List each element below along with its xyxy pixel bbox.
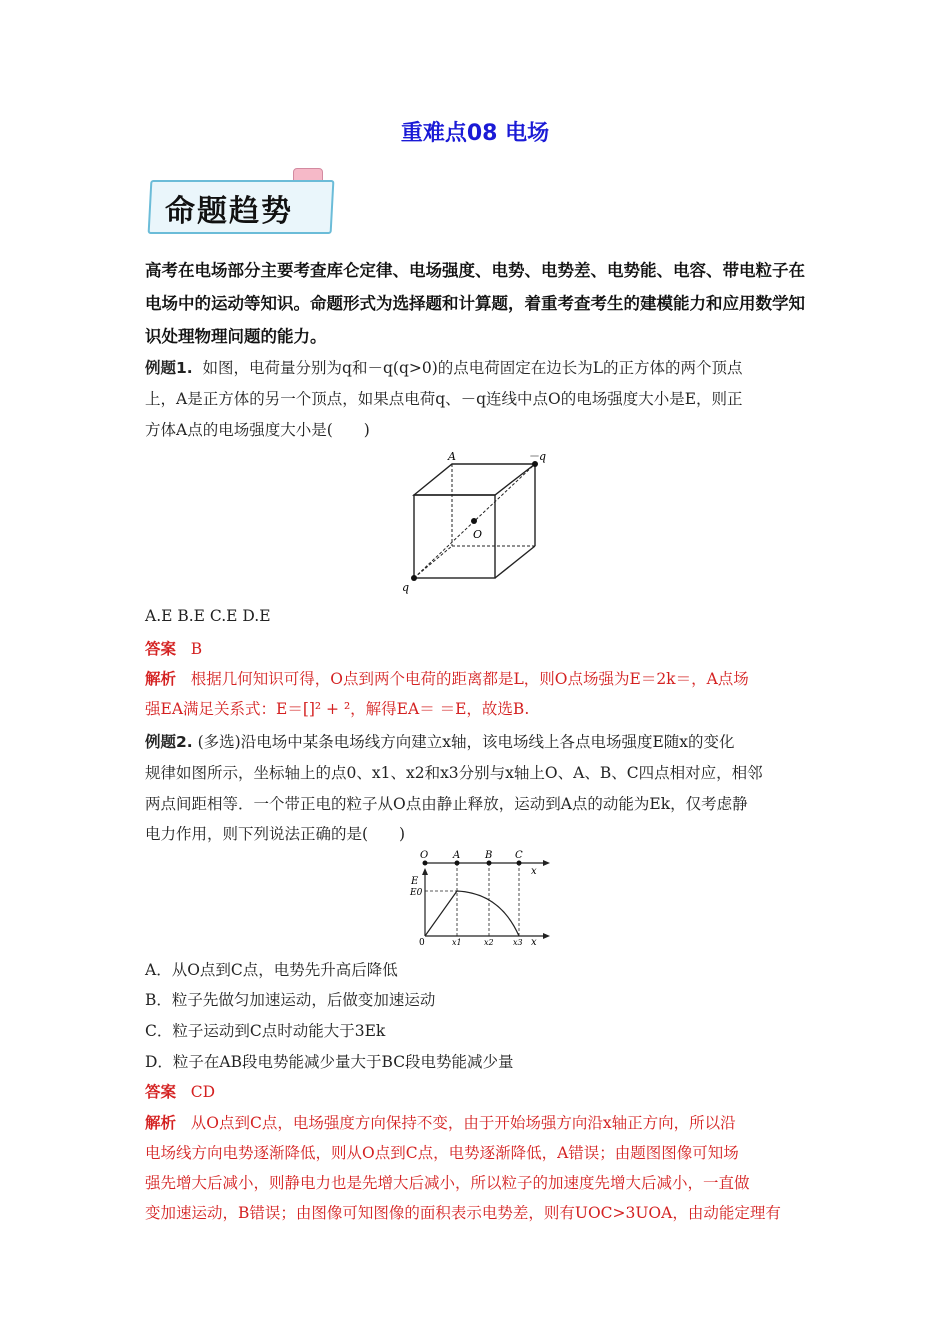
field-curve xyxy=(425,891,519,936)
ex2-analysis-line-4: 变加速运动，B错误；由图像可知图像的面积表示电势差，则有UOC>3UOA，由动能定理有 xyxy=(145,1204,781,1222)
origin-label: 0 xyxy=(419,938,425,948)
ex1-options: A.E B.E C.E D.E xyxy=(145,607,271,625)
ex1-line-3: 方体A点的电场强度大小是( ) xyxy=(145,421,370,439)
section-banner xyxy=(143,168,343,234)
field-graph-figure xyxy=(405,848,550,948)
cube-figure xyxy=(395,450,565,595)
ex1-answer-label: 答案 xyxy=(145,640,177,658)
ex2-answer: CD xyxy=(190,1083,216,1101)
ex2-analysis-label: 解析 xyxy=(145,1114,177,1132)
page-title: 重难点08 电场 xyxy=(400,121,550,146)
ex1-analysis-line-1 xyxy=(145,667,815,689)
point-O-dot xyxy=(471,518,477,524)
top-label-B: B xyxy=(485,850,493,861)
label-A: A xyxy=(448,450,456,463)
ex2-analysis-line-1 xyxy=(145,1111,815,1133)
ex2-label: 例题2. xyxy=(145,733,193,751)
ex2-option-b: B．粒子先做匀加速运动，后做变加速运动 xyxy=(145,991,436,1009)
ex2-analysis-text-1: 从O点到C点，电场强度方向保持不变，由于开始场强方向沿x轴正方向，所以沿 xyxy=(190,1114,736,1132)
ex2-text-1: (多选)沿电场中某条电场线方向建立x轴，该电场线上各点电场强度E随x的变化 xyxy=(197,733,735,751)
top-label-O: O xyxy=(420,850,429,861)
ex1-analysis-line-2: 强EA满足关系式：E＝[]² + ²，解得EA＝ ＝E，故选B. xyxy=(145,700,530,718)
ex2-option-c: C．粒子运动到C点时动能大于3Ek xyxy=(145,1022,386,1040)
tick-x1: x1 xyxy=(452,938,462,947)
ex2-analysis-line-3: 强先增大后减小，则静电力也是先增大后减小，所以粒子的加速度先增大后减小，一直做 xyxy=(145,1174,750,1192)
ex2-option-d: D．粒子在AB段电势能减少量大于BC段电势能减少量 xyxy=(145,1053,514,1071)
bottom-axis-x: x xyxy=(531,937,537,948)
ex1-line-1 xyxy=(145,356,815,378)
intro-paragraph: 高考在电场部分主要考查库仑定律、电场强度、电势、电势差、电势能、电容、带电粒子在电场中的运动等知识。命题形式为选择题和计算题，着重考查考生的建模能力和应用数学知识处理物理问题的能力。 xyxy=(145,261,805,346)
charge-q-dot xyxy=(411,575,417,581)
ex1-answer-line xyxy=(145,637,815,659)
ex2-answer-label: 答案 xyxy=(145,1083,177,1101)
label-q: q xyxy=(402,581,410,594)
ex1-line-2: 上，A是正方体的另一个顶点，如果点电荷q、－q连线中点O的电场强度大小是E，则正 xyxy=(145,390,743,408)
ex2-analysis-line-2: 电场线方向电势逐渐降低，则从O点到C点，电势逐渐降低，A错误；由题图图像可知场 xyxy=(145,1144,739,1162)
ex2-line-3: 两点间距相等．一个带正电的粒子从O点由静止释放，运动到A点的动能为Ek，仅考虑静 xyxy=(145,795,748,813)
ex2-line-1 xyxy=(145,730,815,752)
top-label-C: C xyxy=(515,850,523,861)
axis-E: E xyxy=(411,876,419,887)
top-label-A: A xyxy=(453,850,461,861)
label-E0: E0 xyxy=(410,888,423,898)
ex2-line-4: 电力作用，则下列说法正确的是( ) xyxy=(145,825,406,843)
label-O: O xyxy=(473,528,483,541)
ex1-analysis-text-1: 根据几何知识可得，O点到两个电荷的距离都是L，则O点场强为E＝2k＝，A点场 xyxy=(190,670,749,688)
tick-x2: x2 xyxy=(484,938,494,947)
top-axis-x: x xyxy=(531,866,537,877)
ex1-analysis-label: 解析 xyxy=(145,670,177,688)
tick-x3: x3 xyxy=(513,938,523,947)
ex1-label: 例题1. xyxy=(145,359,193,377)
ex1-text-1: 如图，电荷量分别为q和－q(q>0)的点电荷固定在边长为L的正方体的两个顶点 xyxy=(202,359,743,377)
banner-text: 命题趋势 xyxy=(165,194,293,229)
ex1-answer: B xyxy=(190,640,203,658)
ex2-option-a: A．从O点到C点，电势先升高后降低 xyxy=(145,961,398,979)
ex2-answer-line xyxy=(145,1080,815,1102)
ex2-line-2: 规律如图所示，坐标轴上的点0、x1、x2和x3分别与x轴上O、A、B、C四点相对应，相邻 xyxy=(145,764,763,782)
label-negq: －q xyxy=(528,450,547,463)
